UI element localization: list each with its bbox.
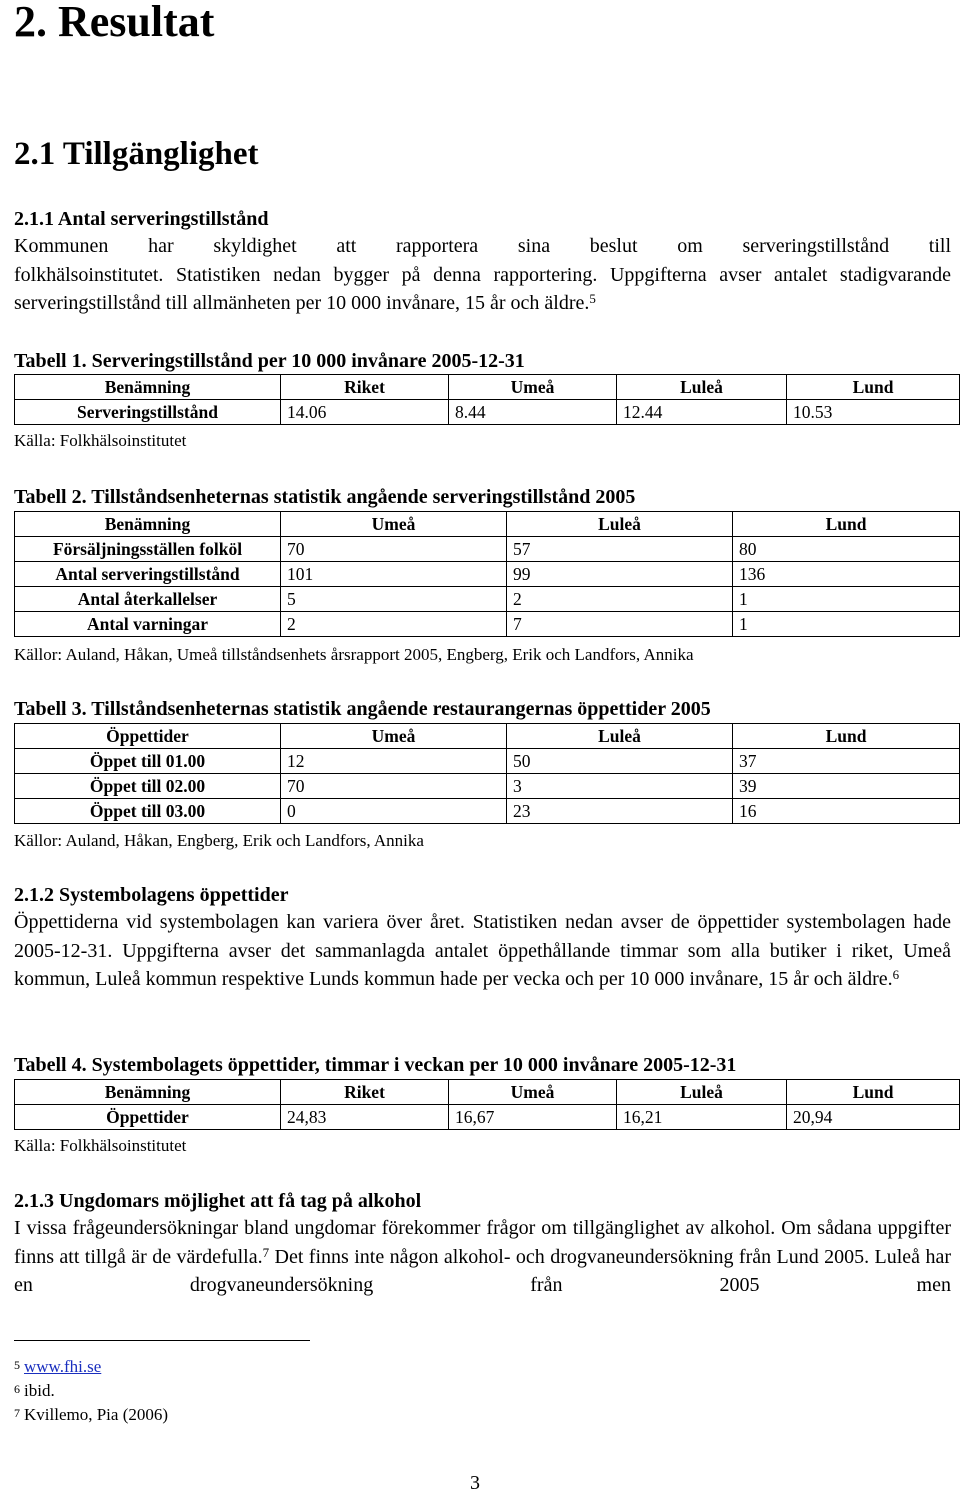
- table4-header-cell: Umeå: [449, 1080, 617, 1105]
- paragraph-ungdomar-text-b: Det finns inte någon alkohol- och drogvaneundersökning från Lund 2005. Luleå har en drogvaneundersökning från 2005 men: [14, 1245, 952, 1296]
- table4-header-cell: Lund: [787, 1080, 960, 1105]
- table1-source: Källa: Folkhälsoinstitutet: [14, 431, 187, 450]
- paragraph-antal: [14, 232, 951, 318]
- paragraph-systembolag-text: Öppettiderna vid systembolagen kan variera över året. Statistiken nedan avser de öppettider systembolagen hade 2005-12-31. Uppgifterna avser det sammanlagda antalet öppethållande timmar som alla butiker i riket, Umeå kommun, Luleå kommun respektive Lunds kommun hade per vecka och per 10 000 invånare, 15 år och äldre.: [14, 911, 951, 990]
- table3-row-label: Öppet till 01.00: [15, 749, 281, 774]
- table3-cell: 39: [733, 774, 960, 799]
- footnote-number: 6: [14, 1382, 20, 1396]
- table2-cell: 70: [281, 537, 507, 562]
- table4-header-cell: Riket: [281, 1080, 449, 1105]
- subsection-heading-ungdomar: 2.1.3 Ungdomars möjlighet att få tag på alkohol: [14, 1190, 422, 1212]
- table1-header-cell: Riket: [281, 375, 449, 400]
- footnote-text: ibid.: [24, 1381, 55, 1400]
- table4-header-row: [15, 1080, 960, 1105]
- table3-cell: 70: [281, 774, 507, 799]
- table2-cell: 2: [281, 612, 507, 637]
- footnote-ref-7: 7: [262, 1244, 270, 1260]
- table3-cell: 37: [733, 749, 960, 774]
- footnote-number: 5: [14, 1358, 20, 1372]
- table2-cell: 80: [733, 537, 960, 562]
- table2-cell: 99: [507, 562, 733, 587]
- table2-header-cell: Luleå: [507, 512, 733, 537]
- paragraph-antal-text: folkhälsoinstitutet. Statistiken nedan bygger på denna rapportering. Uppgifterna avser antalet stadigvarande serveringstillstånd till allmänheten per 10 000 invånare, 15 år och äldre.: [14, 263, 951, 314]
- table2-row-label: Antal återkallelser: [15, 587, 281, 612]
- section-title: 2.1 Tillgänglighet: [14, 136, 259, 172]
- table4-cell: 16,21: [617, 1105, 787, 1130]
- paragraph-antal-line1: Kommunen har skyldighet att rapportera sina beslut om serveringstillstånd till: [14, 235, 951, 257]
- table4-header-cell: Luleå: [617, 1080, 787, 1105]
- footnote-7: [14, 1404, 168, 1426]
- table2-cell: 136: [733, 562, 960, 587]
- paragraph-ungdomar-text-a: I vissa frågeundersökningar bland ungdomar förekommer frågor om tillgänglighet av alkohol. Om sådana uppgifter finns att tillgå är de värdefulla.: [14, 1217, 951, 1268]
- table1-header-cell: Umeå: [449, 375, 617, 400]
- table3-cell: 50: [507, 749, 733, 774]
- table1: [14, 374, 960, 425]
- table3-cell: 23: [507, 799, 733, 824]
- table2-row-label: Antal varningar: [15, 612, 281, 637]
- paragraph-systembolag: [14, 908, 951, 994]
- table4-header-cell: Benämning: [15, 1080, 281, 1105]
- table2-row-label: Antal serveringstillstånd: [15, 562, 281, 587]
- table3-header-cell: Umeå: [281, 724, 507, 749]
- table2-header-cell: Lund: [733, 512, 960, 537]
- table3-header-cell: Öppettider: [15, 724, 281, 749]
- table-row: [15, 799, 960, 824]
- table-row: [15, 612, 960, 637]
- table4-caption: Tabell 4. Systembolagets öppettider, timmar i veckan per 10 000 invånare 2005-12-31: [14, 1054, 737, 1076]
- table2-cell: 7: [507, 612, 733, 637]
- footnote-ref-6: 6: [892, 967, 900, 982]
- table4-row-label: Öppettider: [15, 1105, 281, 1130]
- table3-cell: 3: [507, 774, 733, 799]
- table-row: [15, 749, 960, 774]
- table2-row-label: Försäljningsställen folköl: [15, 537, 281, 562]
- footnote-5: [14, 1356, 101, 1378]
- table-row: [15, 400, 960, 425]
- table1-caption: Tabell 1. Serveringstillstånd per 10 000 invånare 2005-12-31: [14, 350, 525, 372]
- subsection-heading-antal: 2.1.1 Antal serveringstillstånd: [14, 208, 269, 230]
- table2-cell: 1: [733, 587, 960, 612]
- paragraph-antal-rest: [14, 261, 951, 318]
- page-number: 3: [470, 1472, 480, 1494]
- table2-header-row: [15, 512, 960, 537]
- table-row: [15, 537, 960, 562]
- table1-cell: 12.44: [617, 400, 787, 425]
- footnote-text: Kvillemo, Pia (2006): [24, 1405, 169, 1424]
- table3: [14, 723, 960, 824]
- table2-cell: 5: [281, 587, 507, 612]
- table3-header-cell: Luleå: [507, 724, 733, 749]
- table1-header-cell: Lund: [787, 375, 960, 400]
- table4-cell: 20,94: [787, 1105, 960, 1130]
- table3-caption: Tabell 3. Tillståndsenheternas statistik angående restaurangernas öppettider 2005: [14, 698, 711, 720]
- table1-row-label: Serveringstillstånd: [15, 400, 281, 425]
- table3-source: Källor: Auland, Håkan, Engberg, Erik och Landfors, Annika: [14, 831, 424, 850]
- table1-cell: 8.44: [449, 400, 617, 425]
- paragraph-systembolag-body: [14, 908, 951, 994]
- table3-cell: 0: [281, 799, 507, 824]
- table3-row-label: Öppet till 03.00: [15, 799, 281, 824]
- table1-cell: 14.06: [281, 400, 449, 425]
- subsection-heading-systembolag: 2.1.2 Systembolagens öppettider: [14, 884, 289, 906]
- table-row: [15, 587, 960, 612]
- table2-cell: 1: [733, 612, 960, 637]
- table-row: [15, 562, 960, 587]
- footnote-divider: [14, 1340, 310, 1341]
- table1-header-cell: Benämning: [15, 375, 281, 400]
- footnote-number: 7: [14, 1406, 20, 1420]
- table3-cell: 12: [281, 749, 507, 774]
- table1-header-row: [15, 375, 960, 400]
- table4-source: Källa: Folkhälsoinstitutet: [14, 1136, 187, 1155]
- paragraph-ungdomar: [14, 1214, 951, 1300]
- table-row: [15, 1105, 960, 1130]
- table2-caption: Tabell 2. Tillståndsenheternas statistik angående serveringstillstånd 2005: [14, 486, 636, 508]
- table-row: [15, 774, 960, 799]
- table4-cell: 16,67: [449, 1105, 617, 1130]
- footnote-link-fhi[interactable]: www.fhi.se: [24, 1357, 102, 1376]
- table3-cell: 16: [733, 799, 960, 824]
- table3-row-label: Öppet till 02.00: [15, 774, 281, 799]
- chapter-title: 2. Resultat: [14, 0, 215, 46]
- table2-cell: 2: [507, 587, 733, 612]
- table1-header-cell: Luleå: [617, 375, 787, 400]
- table3-header-cell: Lund: [733, 724, 960, 749]
- footnote-ref-5: 5: [589, 291, 596, 306]
- table2: [14, 511, 960, 637]
- table4: [14, 1079, 960, 1130]
- table3-header-row: [15, 724, 960, 749]
- footnote-6: [14, 1380, 55, 1402]
- table1-cell: 10.53: [787, 400, 960, 425]
- table2-source: Källor: Auland, Håkan, Umeå tillståndsenhets årsrapport 2005, Engberg, Erik och Landfors, Annika: [14, 645, 694, 664]
- table2-header-cell: Umeå: [281, 512, 507, 537]
- table2-cell: 101: [281, 562, 507, 587]
- paragraph-ungdomar-body: [14, 1214, 951, 1300]
- table2-cell: 57: [507, 537, 733, 562]
- table4-cell: 24,83: [281, 1105, 449, 1130]
- table2-header-cell: Benämning: [15, 512, 281, 537]
